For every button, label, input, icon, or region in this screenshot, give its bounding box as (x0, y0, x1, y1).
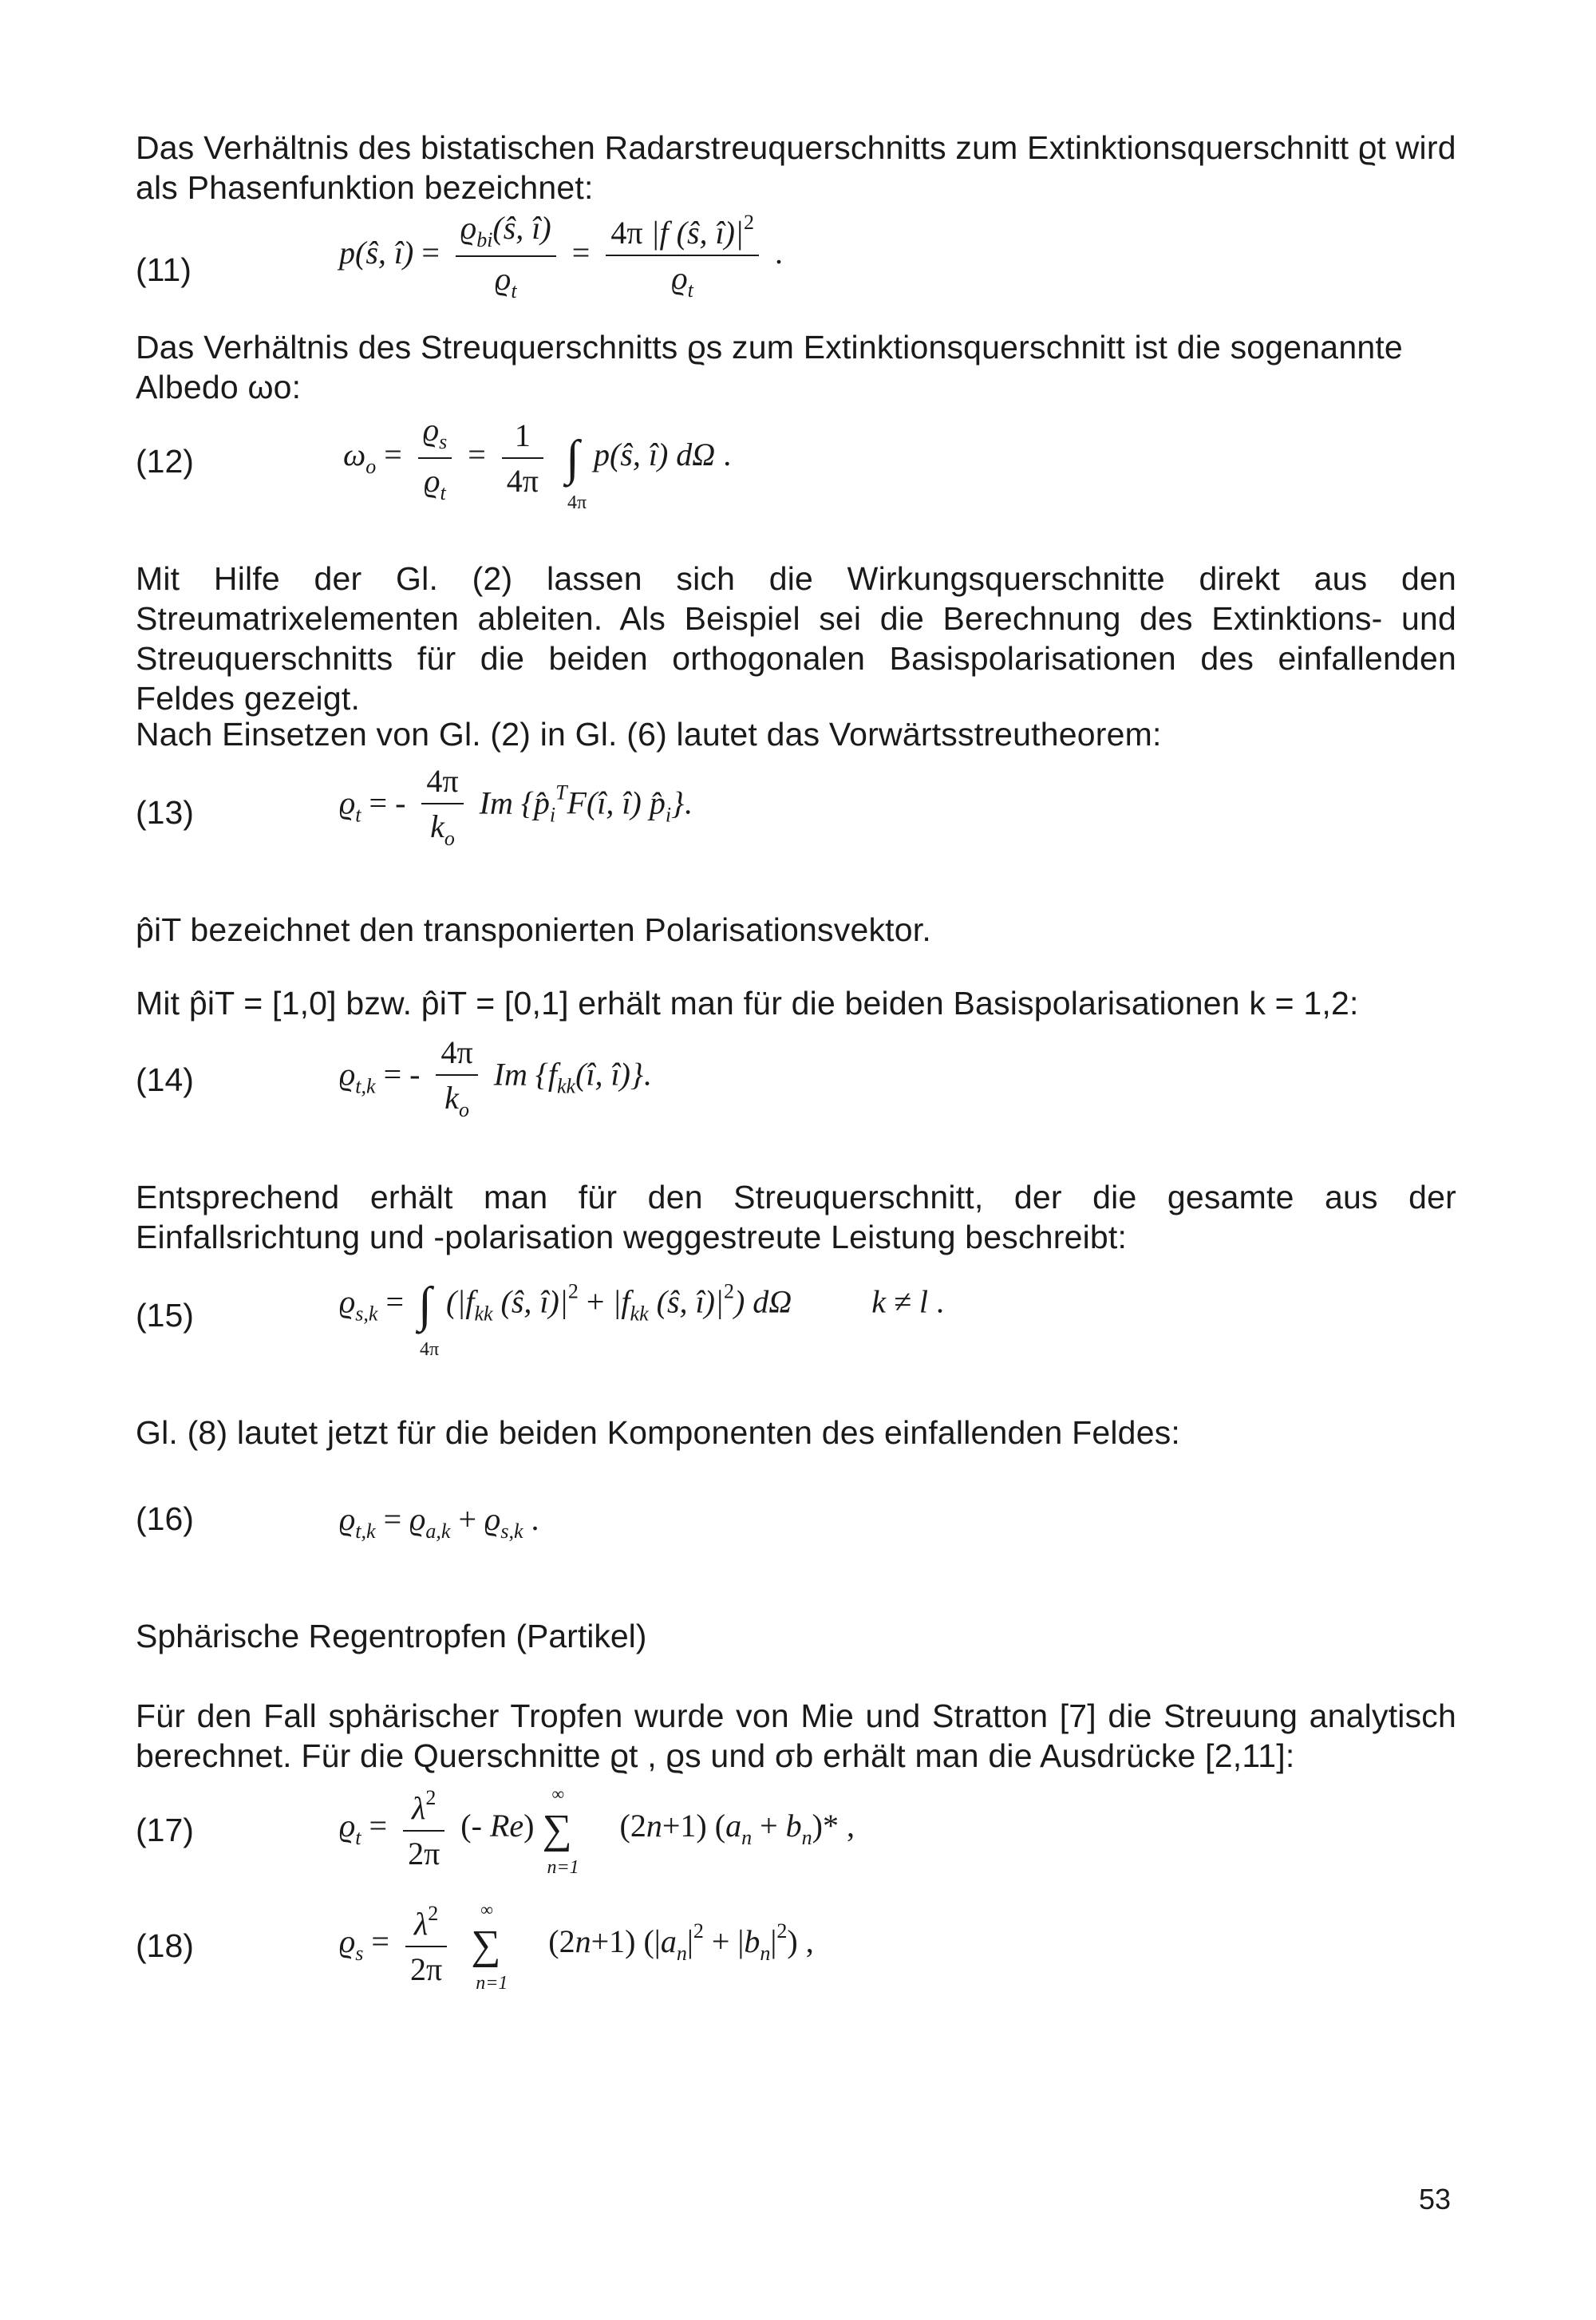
equation-number-15: (15) (136, 1297, 194, 1334)
equation-13: $ϱ_t$ = - $\frac{4\pi}{k_o}$ Im {$p̂_i^TF(î$, î) $p̂_i$}. (339, 763, 693, 850)
equation-number-18: (18) (136, 1927, 194, 1964)
equation-18: $ϱ_s$ = $\frac{\lambda^2}{2\pi}$ ∑ ∞ n=1 (2n+1) $(|a_n|^2 + |b_n|^2)$ , (339, 1899, 814, 1994)
equation-11: p(ŝ, î) = $\frac{ϱ_{bi}(ŝ, î)}{ϱ_t}$ = $\frac{4\pi |f (ŝ, î)|^2}{ϱ_t}$ . (339, 210, 783, 302)
paragraph-phase-function-intro: Das Verhältnis des bistatischen Radarstreuquerschnitts zum Extinktionsquerschnitt ϱt wird als Phasenfunktion bezeichnet: (136, 129, 1456, 206)
paragraph-basis-polarisations: Mit p̂iT = [1,0] bzw. p̂iT = [0,1] erhält man für die beiden Basispolarisationen k = 1,2: (136, 985, 1359, 1022)
paragraph-components: Gl. (8) lautet jetzt für die beiden Komponenten des einfallenden Feldes: (136, 1414, 1180, 1451)
paragraph-scattering-cross-section: Entsprechend erhält man für den Streuquerschnitt, der die gesamte aus der Einfallsrichtung und -polarisation weggestreute Leistung beschreibt: (136, 1179, 1456, 1255)
paragraph-mie-scattering: Für den Fall sphärischer Tropfen wurde von Mie und Stratton [7] die Streuung analytisch berechnet. Für die Querschnitte ϱt , ϱs und σb erhält man die Ausdrücke [2,11]: (136, 1698, 1456, 1774)
equation-number-16: (16) (136, 1500, 194, 1537)
paragraph-transposed-vector: p̂iT bezeichnet den transponierten Polarisationsvektor. (136, 911, 931, 948)
equation-number-11: (11) (136, 251, 192, 288)
page-number: 53 (1418, 2183, 1451, 2215)
equation-number-14: (14) (136, 1061, 194, 1098)
equation-number-13: (13) (136, 794, 194, 831)
equation-14: $ϱ_{t,k}$ = - $\frac{4\pi}{k_o}$ Im {$f_{kk}(î$, î)}. (339, 1034, 651, 1121)
equation-16: $ϱ_{t,k} = ϱ_{a,k} + ϱ_{s,k}$ . (339, 1501, 539, 1543)
equation-15: $ϱ_{s,k}$ = ∫ 4π ($|f_{kk}$ (ŝ, $î)|^2 + |f_{kk}$ (ŝ, $î)|^2$) dΩ k ≠ l . (339, 1278, 945, 1360)
paragraph-cross-sections: Mit Hilfe der Gl. (2) lassen sich die Wirkungsquerschnitte direkt aus den Streumatrixelementen ableiten. Als Beispiel sei die Berechnung des Extinktions- und Streuquerschnitts für die beiden orthogonalen Basispolarisationen des einfallenden Feldes gezeigt. (136, 560, 1456, 717)
equation-17: $ϱ_t$ = $\frac{\lambda^2}{2\pi}$ (- Re) ∑ ∞ n=1 (2n+1) $(a_n + b_n)*$ , (339, 1783, 855, 1878)
paragraph-forward-scattering: Nach Einsetzen von Gl. (2) in Gl. (6) lautet das Vorwärtsstreutheorem: (136, 716, 1162, 753)
equation-12: $\omega_o$ = $\frac{ϱ_s}{ϱ_t}$ = $\frac{1}{4\pi}$ ∫ 4π p(ŝ, î) dΩ . (343, 412, 732, 513)
paragraph-albedo-intro: Das Verhältnis des Streuquerschnitts ϱs zum Extinktionsquerschnitt ist die sogenannte Albedo ωo: (136, 329, 1403, 405)
equation-number-12: (12) (136, 443, 194, 480)
equation-number-17: (17) (136, 1812, 194, 1848)
section-heading: Sphärische Regentropfen (Partikel) (136, 1618, 647, 1654)
